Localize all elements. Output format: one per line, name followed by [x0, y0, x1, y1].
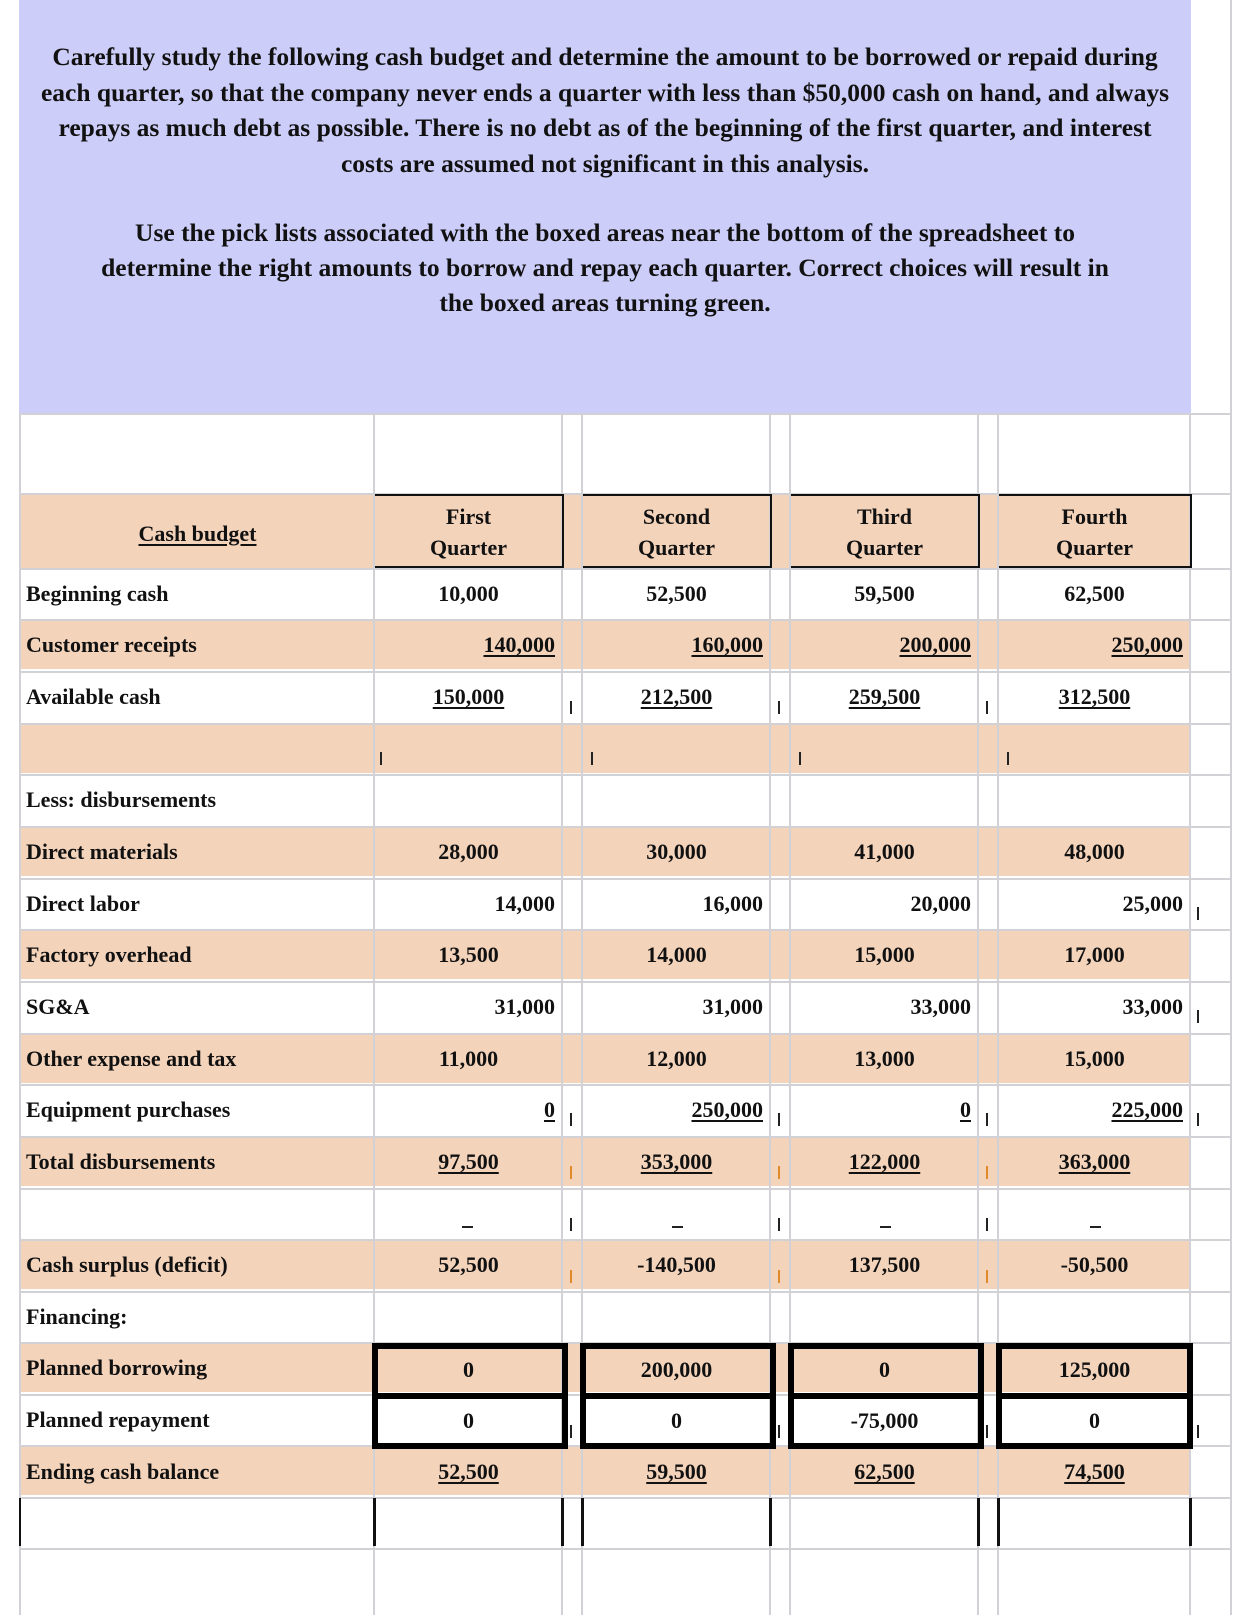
instructions-paragraph-2-line-1: Use the pick lists associated with the boxed areas near the bottom of the spreadsheet to	[135, 218, 1075, 247]
cell-marker	[778, 1113, 780, 1126]
row-label-other-expense-tax: Other expense and tax	[26, 1046, 237, 1071]
column-header-fourth-quarter: Fourth Quarter	[1056, 504, 1133, 560]
sga-q2[interactable]: 31,000	[702, 994, 763, 1019]
factory-overhead-q1[interactable]: 13,500	[438, 942, 499, 967]
direct-labor-q3[interactable]: 20,000	[910, 891, 971, 916]
cell-marker	[986, 1425, 988, 1438]
cell-marker	[778, 701, 780, 714]
beginning-cash-q4[interactable]: 62,500	[1064, 581, 1125, 606]
ending-cash-q1[interactable]: 52,500	[438, 1459, 499, 1484]
column-header-second-quarter: Second Quarter	[638, 504, 715, 560]
cell-marker	[672, 1226, 683, 1228]
sga-q4[interactable]: 33,000	[1122, 994, 1183, 1019]
direct-labor-q4[interactable]: 25,000	[1122, 891, 1183, 916]
row-label-available-cash: Available cash	[26, 684, 161, 709]
beginning-cash-q1[interactable]: 10,000	[438, 581, 499, 606]
cell-marker	[986, 701, 988, 714]
factory-overhead-q3[interactable]: 15,000	[854, 942, 915, 967]
cell-marker	[880, 1226, 891, 1228]
cell-marker	[799, 752, 801, 765]
cell-marker	[570, 1113, 572, 1126]
cell-marker	[986, 1218, 988, 1231]
cell-marker	[570, 1166, 572, 1179]
beginning-cash-q2[interactable]: 52,500	[646, 581, 707, 606]
instructions-paragraph-2-line-2: determine the right amounts to borrow and repay each quarter. Correct choices will result in	[101, 253, 1109, 282]
direct-materials-q2[interactable]: 30,000	[646, 839, 707, 864]
cash-surplus-q2[interactable]: -140,500	[637, 1252, 716, 1277]
available-cash-q4[interactable]: 312,500	[1058, 684, 1131, 709]
available-cash-q3[interactable]: 259,500	[848, 684, 921, 709]
sga-q1[interactable]: 31,000	[494, 994, 555, 1019]
row-label-total-disbursements: Total disbursements	[26, 1149, 216, 1174]
cell-marker	[1090, 1226, 1101, 1228]
customer-receipts-q3[interactable]: 200,000	[899, 632, 971, 657]
cell-marker	[1007, 752, 1009, 765]
cell-marker	[570, 1218, 572, 1231]
row-label-equipment-purchases: Equipment purchases	[26, 1097, 231, 1122]
direct-materials-q3[interactable]: 41,000	[854, 839, 915, 864]
other-expense-tax-q1[interactable]: 11,000	[438, 1046, 499, 1071]
cell-marker	[570, 1270, 572, 1283]
planned-borrowing-q1[interactable]: 0	[463, 1357, 474, 1382]
instructions-paragraph-2-line-3: the boxed areas turning green.	[439, 288, 771, 317]
cell-marker	[986, 1270, 988, 1283]
cell-marker	[778, 1425, 780, 1438]
row-label-factory-overhead: Factory overhead	[26, 942, 192, 967]
sga-q3[interactable]: 33,000	[910, 994, 971, 1019]
planned-repayment-q1[interactable]: 0	[463, 1408, 474, 1433]
planned-borrowing-q3[interactable]: 0	[879, 1357, 890, 1382]
row-label-ending-cash: Ending cash balance	[26, 1459, 220, 1484]
instructions-panel	[19, 0, 1191, 414]
cell-marker	[778, 1270, 780, 1283]
planned-borrowing-q4[interactable]: 125,000	[1058, 1357, 1131, 1382]
row-label-sga: SG&A	[26, 994, 90, 1019]
customer-receipts-q4[interactable]: 250,000	[1111, 632, 1183, 657]
planned-repayment-q3[interactable]: -75,000	[850, 1408, 919, 1433]
direct-materials-q1[interactable]: 28,000	[438, 839, 499, 864]
equipment-purchases-q1[interactable]: 0	[544, 1097, 555, 1122]
cell-marker	[778, 1218, 780, 1231]
cell-marker	[1197, 1113, 1199, 1126]
direct-labor-q2[interactable]: 16,000	[702, 891, 763, 916]
row-label-financing: Financing:	[26, 1304, 128, 1329]
cell-marker	[778, 1166, 780, 1179]
ending-cash-q3[interactable]: 62,500	[854, 1459, 915, 1484]
row-label-planned-repayment: Planned repayment	[26, 1407, 210, 1432]
cell-marker	[986, 1113, 988, 1126]
row-label-planned-borrowing: Planned borrowing	[26, 1355, 208, 1380]
column-header-first-quarter: First Quarter	[430, 504, 507, 560]
other-expense-tax-q3[interactable]: 13,000	[854, 1046, 915, 1071]
cell-marker	[1197, 1425, 1199, 1438]
direct-materials-q4[interactable]: 48,000	[1064, 839, 1125, 864]
cell-marker	[462, 1226, 473, 1228]
cash-surplus-q3[interactable]: 137,500	[848, 1252, 921, 1277]
factory-overhead-q2[interactable]: 14,000	[646, 942, 707, 967]
cell-marker	[986, 1166, 988, 1179]
cell-marker	[570, 701, 572, 714]
column-header-third-quarter: Third Quarter	[846, 504, 923, 560]
equipment-purchases-q3[interactable]: 0	[960, 1097, 971, 1122]
ending-cash-q2[interactable]: 59,500	[646, 1459, 707, 1484]
available-cash-q1[interactable]: 150,000	[432, 684, 505, 709]
cell-marker	[1197, 907, 1199, 920]
row-band	[20, 724, 1190, 773]
customer-receipts-q1[interactable]: 140,000	[483, 632, 555, 657]
total-disbursements-q4[interactable]: 363,000	[1058, 1149, 1131, 1174]
beginning-cash-q3[interactable]: 59,500	[854, 581, 915, 606]
planned-repayment-q2[interactable]: 0	[671, 1408, 682, 1433]
available-cash-q2[interactable]: 212,500	[640, 684, 713, 709]
planned-repayment-q4[interactable]: 0	[1089, 1408, 1100, 1433]
instructions-paragraph-1: Carefully study the following cash budget and determine the amount to be borrowed or repaid during each quarter, so that the company never ends a quarter with less than $50,000 cash on hand, and always repays as much debt as possible. There is no debt as of the beginning of the first quarter, and interest costs are assumed not significant in this analysis.	[40, 42, 1169, 178]
row-label-beginning-cash: Beginning cash	[26, 581, 169, 606]
row-label-cash-surplus: Cash surplus (deficit)	[26, 1252, 228, 1277]
row-label-direct-materials: Direct materials	[26, 839, 178, 864]
row-label-direct-labor: Direct labor	[26, 891, 140, 916]
equipment-purchases-q2[interactable]: 250,000	[691, 1097, 763, 1122]
cash-budget-title: Cash budget	[138, 521, 257, 546]
total-disbursements-q2[interactable]: 353,000	[640, 1149, 713, 1174]
cell-marker	[1197, 1010, 1199, 1023]
cash-surplus-q4[interactable]: -50,500	[1060, 1252, 1129, 1277]
row-label-less-disbursements: Less: disbursements	[26, 787, 217, 812]
planned-borrowing-q2[interactable]: 200,000	[640, 1357, 713, 1382]
cell-marker	[570, 1425, 572, 1438]
factory-overhead-q4[interactable]: 17,000	[1064, 942, 1125, 967]
other-expense-tax-q2[interactable]: 12,000	[646, 1046, 707, 1071]
cell-marker	[591, 752, 593, 765]
equipment-purchases-q4[interactable]: 225,000	[1111, 1097, 1183, 1122]
cash-surplus-q1[interactable]: 52,500	[438, 1252, 499, 1277]
total-disbursements-q1[interactable]: 97,500	[438, 1149, 499, 1174]
total-disbursements-q3[interactable]: 122,000	[848, 1149, 921, 1174]
cell-marker	[380, 752, 382, 765]
row-label-customer-receipts: Customer receipts	[26, 632, 197, 657]
other-expense-tax-q4[interactable]: 15,000	[1064, 1046, 1125, 1071]
ending-cash-q4[interactable]: 74,500	[1064, 1459, 1125, 1484]
direct-labor-q1[interactable]: 14,000	[494, 891, 555, 916]
customer-receipts-q2[interactable]: 160,000	[691, 632, 763, 657]
